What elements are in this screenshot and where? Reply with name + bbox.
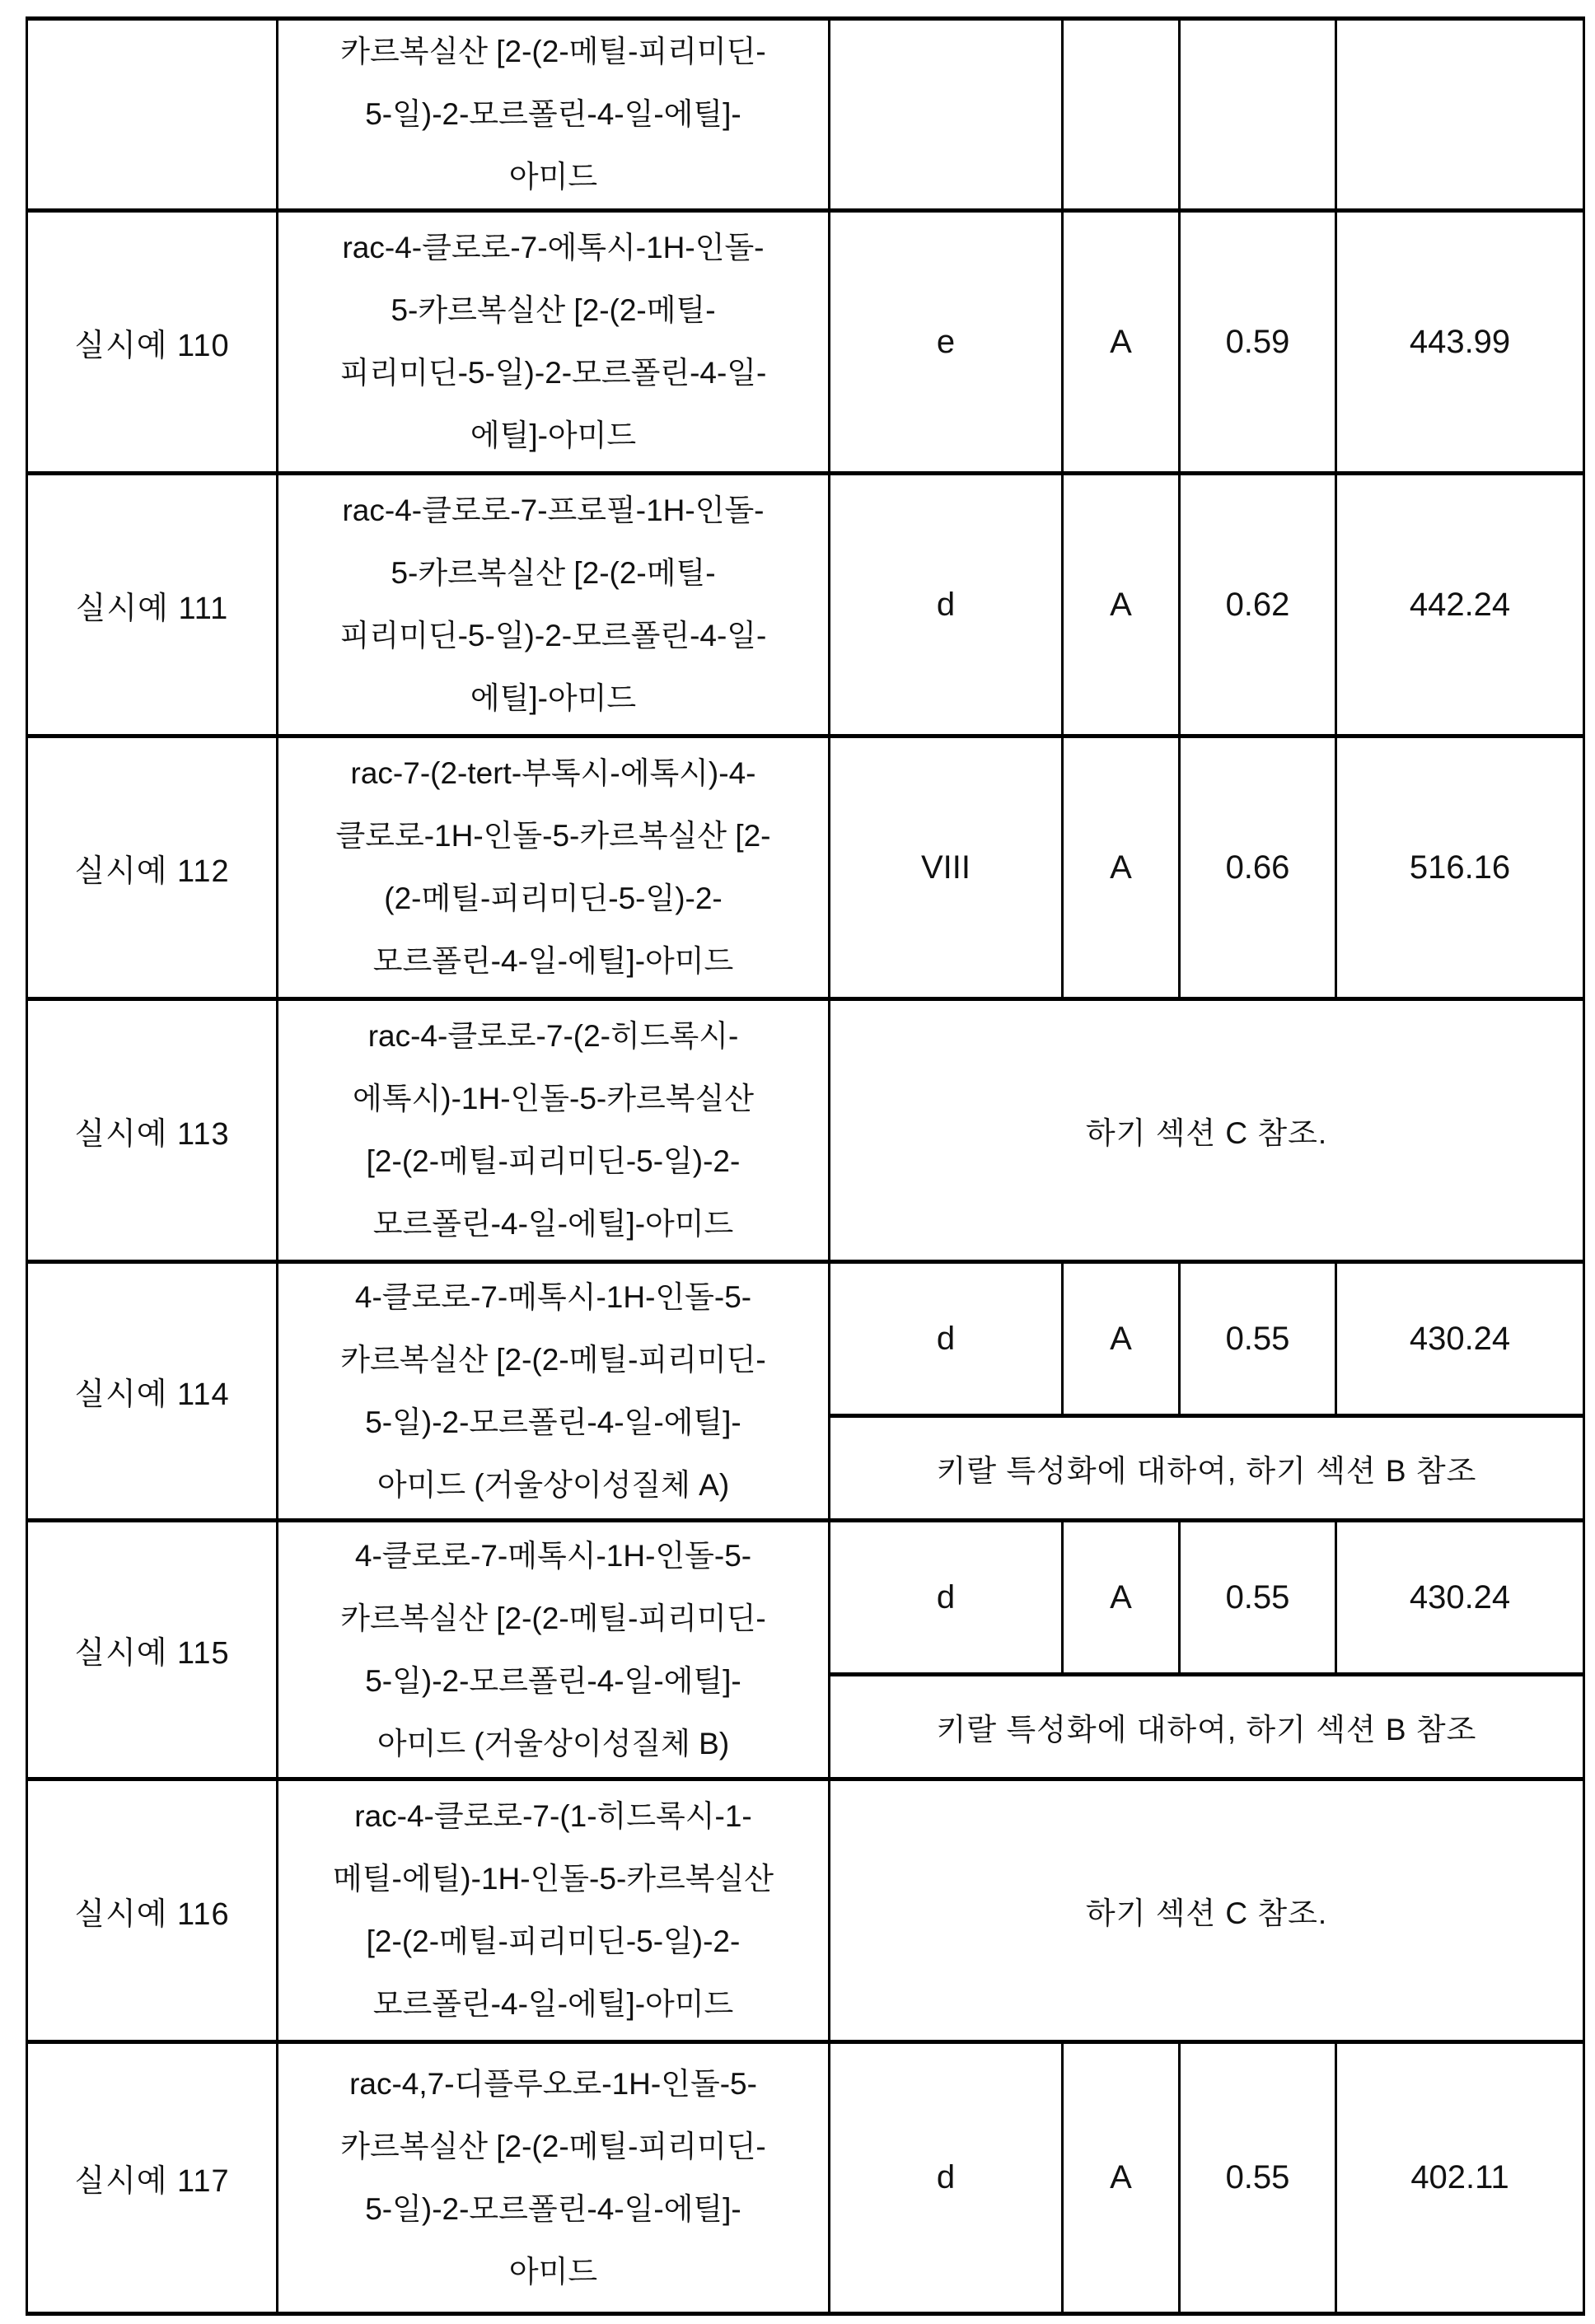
chiral-note-cell: 키랄 특성화에 대하여, 하기 섹션 B 참조 xyxy=(830,1416,1584,1521)
compound-name-cell: rac-4-클로로-7-(1-히드록시-1- 메틸-에틸)-1H-인돌-5-카르복실산 [2-(2-메틸-피리미딘-5-일)-2- 모르폴린-4-일-에틸]-아미드 xyxy=(278,1779,830,2042)
col6-cell: 443.99 xyxy=(1336,211,1584,474)
col4-cell: A xyxy=(1063,1521,1180,1675)
col5-cell xyxy=(1180,19,1336,211)
compound-name-cell: rac-4-클로로-7-에톡시-1H-인돌- 5-카르복실산 [2-(2-메틸- 피리미딘-5-일)-2-모르폴린-4-일- 에틸]-아미드 xyxy=(278,211,830,474)
compound-name-cell: rac-7-(2-tert-부톡시-에톡시)-4- 클로로-1H-인돌-5-카르복실산 [2- (2-메틸-피리미딘-5-일)-2- 모르폴린-4-일-에틸]-아미드 xyxy=(278,736,830,999)
col3-cell: VIII xyxy=(830,736,1063,999)
col6-cell xyxy=(1336,19,1584,211)
example-cell: 실시예 115 xyxy=(27,1521,278,1779)
table-row xyxy=(27,19,1584,211)
col3-cell: d xyxy=(830,1521,1063,1675)
compound-name-cell: rac-4-클로로-7-(2-히드록시- 에톡시)-1H-인돌-5-카르복실산 [2-(2-메틸-피리미딘-5-일)-2- 모르폴린-4-일-에틸]-아미드 xyxy=(278,999,830,1262)
example-cell: 실시예 116 xyxy=(27,1779,278,2042)
col5-cell: 0.55 xyxy=(1180,2042,1336,2314)
col3-cell xyxy=(830,19,1063,211)
example-cell: 실시예 111 xyxy=(27,474,278,736)
col3-cell: d xyxy=(830,1262,1063,1416)
table-row xyxy=(27,2042,1584,2314)
table-row xyxy=(27,999,1584,1262)
col4-cell: A xyxy=(1063,1262,1180,1416)
col4-cell: A xyxy=(1063,211,1180,474)
section-note-cell: 하기 섹션 C 참조. xyxy=(830,1779,1584,2042)
table-row xyxy=(27,1521,1584,1675)
col5-cell: 0.55 xyxy=(1180,1521,1336,1675)
chiral-note-cell: 키랄 특성화에 대하여, 하기 섹션 B 참조 xyxy=(830,1675,1584,1779)
example-cell xyxy=(27,19,278,211)
table-row xyxy=(27,1779,1584,2042)
col5-cell: 0.59 xyxy=(1180,211,1336,474)
col5-cell: 0.66 xyxy=(1180,736,1336,999)
section-note-cell: 하기 섹션 C 참조. xyxy=(830,999,1584,1262)
col6-cell: 402.11 xyxy=(1336,2042,1584,2314)
col4-cell: A xyxy=(1063,2042,1180,2314)
example-cell: 실시예 114 xyxy=(27,1262,278,1521)
col6-cell: 430.24 xyxy=(1336,1521,1584,1675)
col5-cell: 0.62 xyxy=(1180,474,1336,736)
example-cell: 실시예 113 xyxy=(27,999,278,1262)
col3-cell: d xyxy=(830,2042,1063,2314)
col4-cell: A xyxy=(1063,474,1180,736)
col3-cell: d xyxy=(830,474,1063,736)
compound-name-cell: rac-4,7-디플루오로-1H-인돌-5- 카르복실산 [2-(2-메틸-피리미딘- 5-일)-2-모르폴린-4-일-에틸]- 아미드 xyxy=(278,2042,830,2314)
compound-name-cell: 카르복실산 [2-(2-메틸-피리미딘- 5-일)-2-모르폴린-4-일-에틸]- 아미드 xyxy=(278,19,830,211)
col6-cell: 430.24 xyxy=(1336,1262,1584,1416)
table-row xyxy=(27,1262,1584,1416)
example-cell: 실시예 117 xyxy=(27,2042,278,2314)
table-row xyxy=(27,474,1584,736)
col5-cell: 0.55 xyxy=(1180,1262,1336,1416)
col4-cell xyxy=(1063,19,1180,211)
col3-cell: e xyxy=(830,211,1063,474)
example-cell: 실시예 112 xyxy=(27,736,278,999)
compound-name-cell: rac-4-클로로-7-프로필-1H-인돌- 5-카르복실산 [2-(2-메틸- 피리미딘-5-일)-2-모르폴린-4-일- 에틸]-아미드 xyxy=(278,474,830,736)
col6-cell: 442.24 xyxy=(1336,474,1584,736)
table-row xyxy=(27,736,1584,999)
examples-table xyxy=(26,16,1585,2316)
table-row xyxy=(27,211,1584,474)
compound-name-cell: 4-클로로-7-메톡시-1H-인돌-5- 카르복실산 [2-(2-메틸-피리미딘- 5-일)-2-모르폴린-4-일-에틸]- 아미드 (거울상이성질체 A) xyxy=(278,1262,830,1521)
col4-cell: A xyxy=(1063,736,1180,999)
col6-cell: 516.16 xyxy=(1336,736,1584,999)
compound-name-cell: 4-클로로-7-메톡시-1H-인돌-5- 카르복실산 [2-(2-메틸-피리미딘- 5-일)-2-모르폴린-4-일-에틸]- 아미드 (거울상이성질체 B) xyxy=(278,1521,830,1779)
example-cell: 실시예 110 xyxy=(27,211,278,474)
